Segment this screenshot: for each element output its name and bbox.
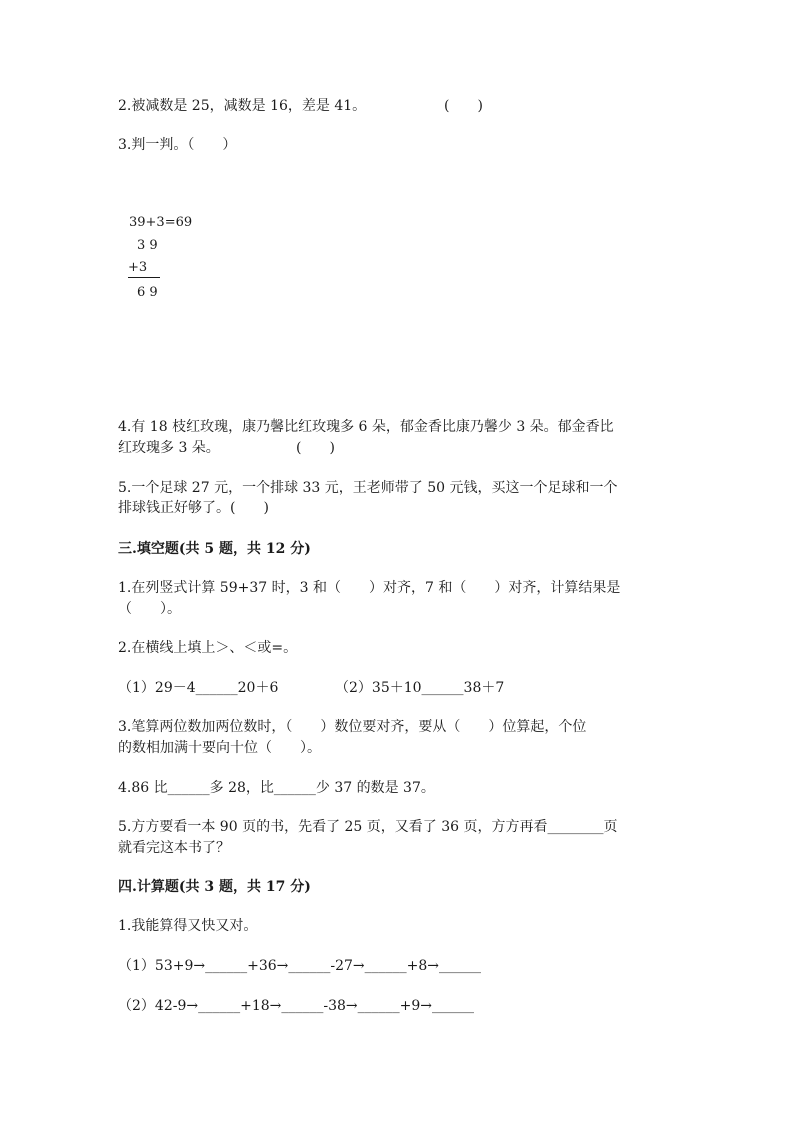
fill-q2-part2: （2）35＋10______38＋7 [335,680,505,696]
judge-q3-vertical-top: 3 9 [137,238,158,253]
judge-q3-vertical-result: 6 9 [137,285,158,300]
fill-q2-part1: （1）29－4______20＋6 [118,680,279,696]
fill-q4-text: 4.86 比______多 28，比______少 37 的数是 37。 [118,780,435,796]
calc-q1-text: 1.我能算得又快又对。 [118,918,258,934]
fill-q5-line2: 就看完这本书了？ [118,840,230,856]
judge-q2-answer-paren: ( ) [444,98,483,114]
fill-q3-line1: 3.笔算两位数加两位数时，（ ）数位要对齐，要从（ ）位算起，个位 [118,719,587,735]
fill-q3-line2: 的数相加满十要向十位（ ）。 [118,740,321,756]
judge-q3-vertical-addend: +3 [128,259,160,278]
judge-q3-text: 3.判一判。（ ） [118,137,237,153]
judge-q5-line2: 排球钱正好够了。( ) [118,500,269,516]
judge-q3-equation: 39+3=69 [129,215,193,230]
judge-q4-line2: 红玫瑰多 3 朵。 [118,440,220,456]
fill-q1-line2: （ ）。 [118,601,181,617]
section3-title: 三.填空题(共 5 题，共 12 分) [118,541,311,557]
judge-q4-line1: 4.有 18 枝红玫瑰，康乃馨比红玫瑰多 6 朵，郁金香比康乃馨少 3 朵。郁金香比 [118,419,614,435]
fill-q2-text: 2.在横线上填上＞、＜或=。 [118,640,298,656]
calc-q1-row1: （1）53+9→______+36→______-27→______+8→______ [118,958,482,974]
fill-q5-line1: 5.方方要看一本 90 页的书，先看了 25 页，又看了 36 页，方方再看________页 [118,819,618,835]
judge-q2-text: 2.被减数是 25，减数是 16，差是 41。 [118,98,367,114]
judge-q5-line1: 5.一个足球 27 元，一个排球 33 元，王老师带了 50 元钱，买这一个足球和一个 [118,480,618,496]
section4-title: 四.计算题(共 3 题，共 17 分) [118,879,311,895]
calc-q1-row2: （2）42-9→______+18→______-38→______+9→______ [118,998,475,1014]
fill-q1-line1: 1.在列竖式计算 59+37 时，3 和（ ）对齐，7 和（ ）对齐，计算结果是 [118,580,621,596]
judge-q4-answer-paren: ( ) [296,440,335,456]
